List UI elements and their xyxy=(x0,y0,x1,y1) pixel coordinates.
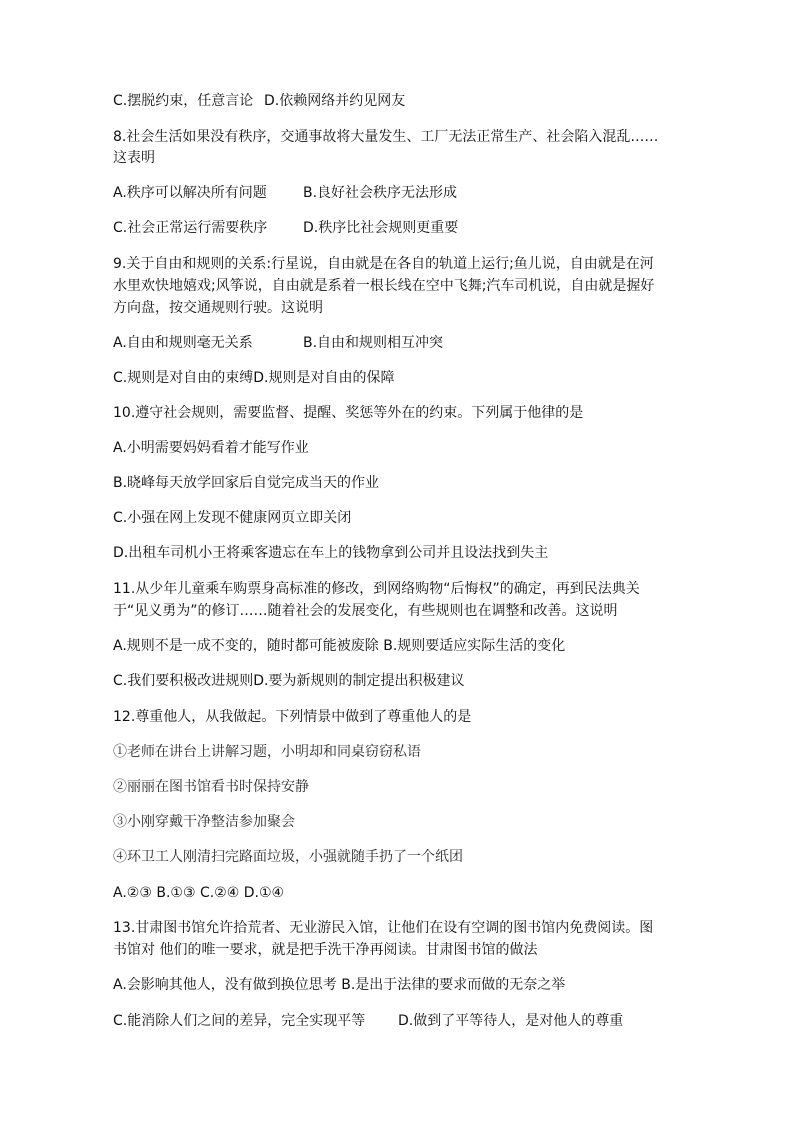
q9-stem-line2: 水里欢快地嬉戏;风筝说，自由就是系着一根长线在空中飞舞;汽车司机说，自由就是握好 xyxy=(113,278,655,294)
q12-item-3: ③小刚穿戴干净整洁参加聚会 xyxy=(113,814,295,830)
q10-option-a: A.小明需要妈妈看着才能写作业 xyxy=(113,440,309,456)
q12-stem: 12.尊重他人，从我做起。下列情景中做到了尊重他人的是 xyxy=(113,709,472,725)
q11-options-ab: A.规则不是一成不变的，随时都可能被废除 B.规则要适应实际生活的变化 xyxy=(113,638,566,654)
q8-stem-line2: 这表明 xyxy=(113,150,155,166)
q9-option-b: B.自由和规则相互冲突 xyxy=(303,335,444,351)
q8-option-d: D.秩序比社会规则更重要 xyxy=(303,220,459,236)
q10-stem: 10.遵守社会规则，需要监督、提醒、奖惩等外在的约束。下列属于他律的是 xyxy=(113,405,584,421)
q13-option-c: C.能消除人们之间的差异，完全实现平等 xyxy=(113,1013,366,1029)
q13-option-d: D.做到了平等待人，是对他人的尊重 xyxy=(398,1013,624,1029)
q10-option-b: B.晓峰每天放学回家后自觉完成当天的作业 xyxy=(113,475,380,491)
q9-stem-line1: 9.关于自由和规则的关系:行星说，自由就是在各自的轨道上运行;鱼儿说，自由就是在河 xyxy=(113,256,654,272)
q8-option-b: B.良好社会秩序无法形成 xyxy=(303,185,458,201)
q13-stem-line1: 13.甘肃图书馆允许拾荒者、无业游民入馆，让他们在设有空调的图书馆内免费阅读。图 xyxy=(113,920,654,936)
q9-options-cd: C.规则是对自由的束缚D.规则是对自由的保障 xyxy=(113,370,395,386)
q13-options-ab: A.会影响其他人，没有做到换位思考 B.是出于法律的要求而做的无奈之举 xyxy=(113,977,566,993)
q11-stem-line2: 于“见义勇为”的修订……随着社会的发展变化，有些规则也在调整和改善。这说明 xyxy=(113,603,618,619)
q11-options-cd: C.我们要积极改进规则D.要为新规则的制定提出积极建议 xyxy=(113,673,465,689)
q13-stem-line2: 书馆对 他们的唯一要求，就是把手洗干净再阅读。甘肃图书馆的做法 xyxy=(113,942,538,958)
q10-option-d: D.出租车司机小王将乘客遗忘在车上的钱物拿到公司并且设法找到失主 xyxy=(113,545,549,561)
q8-option-a: A.秩序可以解决所有问题 xyxy=(113,185,267,201)
q9-stem-line3: 方向盘，按交通规则行驶。这说明 xyxy=(113,300,323,316)
q8-stem-line1: 8.社会生活如果没有秩序，交通事故将大量发生、工厂无法正常生产、社会陷入混乱…… xyxy=(113,129,659,145)
q11-stem-line1: 11.从少年儿童乘车购票身高标准的修改，到网络购物“后悔权”的确定，再到民法典关 xyxy=(113,581,640,597)
q7-option-c: C.摆脱约束，任意言论 xyxy=(113,93,254,109)
q9-option-a: A.自由和规则毫无关系 xyxy=(113,335,253,351)
q12-item-1: ①老师在讲台上讲解习题，小明却和同桌窃窃私语 xyxy=(113,744,421,760)
q7-option-d: D.依赖网络并约见网友 xyxy=(264,93,406,109)
q12-item-2: ②丽丽在图书馆看书时保持安静 xyxy=(113,779,309,795)
q10-option-c: C.小强在网上发现不健康网页立即关闭 xyxy=(113,510,352,526)
q12-options: A.②③ B.①③ C.②④ D.①④ xyxy=(113,885,285,901)
q12-item-4: ④环卫工人刚清扫完路面垃圾，小强就随手扔了一个纸团 xyxy=(113,849,463,865)
q8-option-c: C.社会正常运行需要秩序 xyxy=(113,220,268,236)
